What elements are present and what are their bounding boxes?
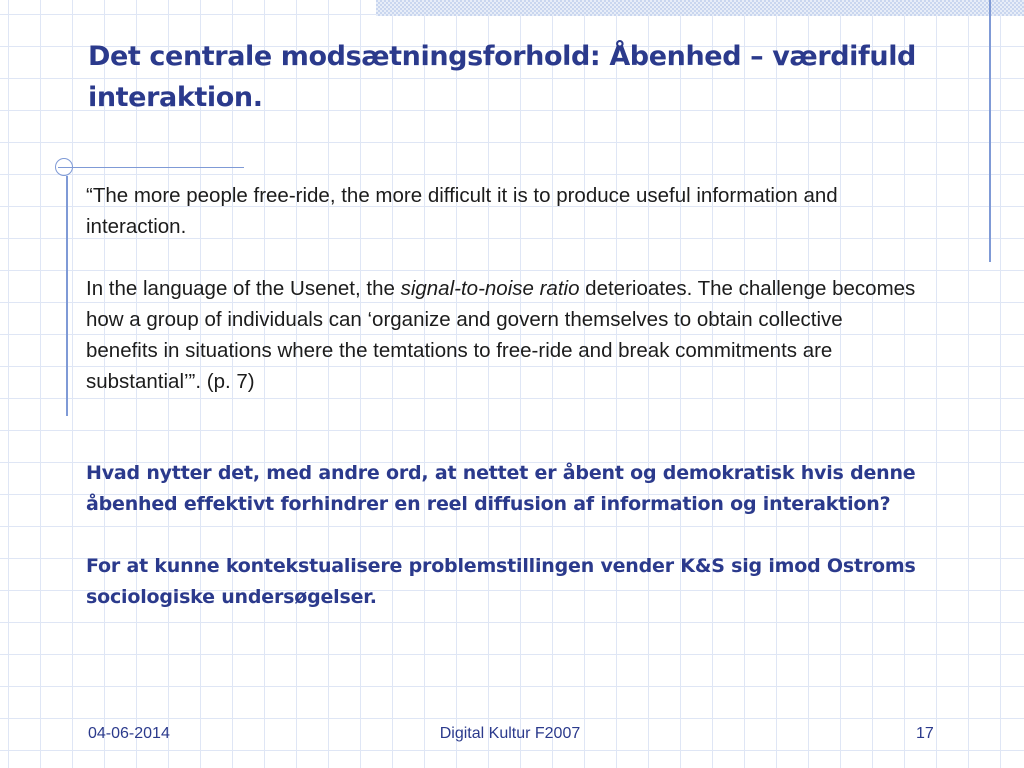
footer-page-number: 17 [916,725,934,742]
quote-italic-term: signal-to-noise ratio [400,277,580,300]
decorative-horizontal-rule [58,167,244,168]
footer-title-text: Digital Kultur F2007 [439,725,581,742]
decorative-right-rule [989,0,991,262]
decorative-left-rule [66,176,68,416]
quote-paragraph-2 [86,273,918,397]
footer-date: 04-06-2014 [88,725,170,742]
bold-question-paragraph: Hvad nytter det, med andre ord, at nettet er åbent og demokratisk hvis denne åbenhed effektivt forhindrer en reel diffusion af information og interaktion? [86,462,916,515]
decorative-top-band [376,0,1024,16]
slide-body [86,180,918,613]
quote-text-after: deterioates. The challenge becomes how a group of individuals can ‘organize and govern themselves to obtain collective benefits in situations where the temtations to free-ride and break commitments are substantial’”. (p. 7) [86,277,916,393]
quote-text-before: In the language of the Usenet, the [86,277,401,300]
quote-paragraph-1: “The more people free-ride, the more difficult it is to produce useful information and interaction. [86,184,838,238]
bold-context-paragraph: For at kunne kontekstualisere problemstillingen vender K&S sig imod Ostroms sociologiske undersøgelser. [86,555,916,608]
slide-title: Det centrale modsætningsforhold: Åbenhed – værdifuld interaktion. [88,41,916,113]
decorative-circle [55,158,73,176]
footer-title [0,725,1024,743]
